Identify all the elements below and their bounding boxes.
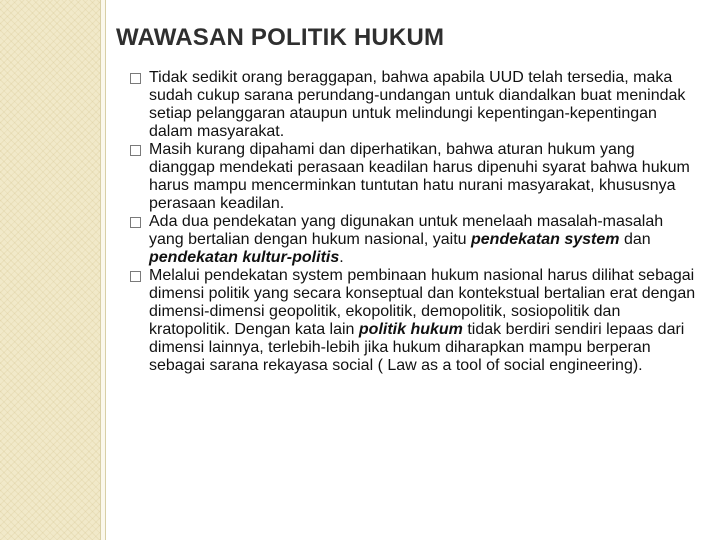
emphasis-text: pendekatan system: [471, 231, 620, 248]
decorative-side-rule: [100, 0, 106, 540]
bullet-box-icon: [130, 145, 141, 156]
emphasis-text: politik hukum: [358, 321, 463, 338]
bullet-text: tidak berdiri sendiri lepaas dari dimensi lainnya, terlebih-lebih jika hukum diharapkan mampu berperan sebagai sarana rekayasa social ( Law as a tool of social engineering).: [149, 321, 685, 374]
bullet-box-icon: [130, 73, 141, 84]
bullet-text: Melalui pendekatan system pembinaan hukum nasional harus dilihat sebagai dimensi politik yang secara konseptual dan kontekstual bertalian erat dengan dimensi-dimensi geopolitik, ekopolitik, demopolitik, sosiopolitik dan kratopolitik. Dengan kata lain: [149, 267, 696, 338]
bullet-box-icon: [130, 271, 141, 282]
bullet-text: Masih kurang dipahami dan diperhatikan, bahwa aturan hukum yang dianggap mendekati perasaan keadilan harus dipenuhi syarat bahwa hukum harus mampu mencerminkan tuntutan hatu nurani masyarakat, khususnya perasaan keadilan.: [149, 141, 690, 212]
bullet-text: .: [339, 249, 344, 266]
bullet-text: Ada dua pendekatan yang digunakan untuk menelaah masalah-masalah yang bertalian dengan hukum nasional, yaitu: [149, 213, 664, 248]
slide-title: WAWASAN POLITIK HUKUM: [116, 24, 445, 51]
bullet-item-2: [130, 141, 702, 213]
emphasis-text: pendekatan kultur-politis: [149, 249, 340, 266]
decorative-side-band: [0, 0, 100, 540]
bullet-text: dan: [619, 231, 651, 248]
bullet-list: [130, 69, 702, 375]
bullet-box-icon: [130, 217, 141, 228]
bullet-item-3: [130, 213, 702, 267]
bullet-text: Tidak sedikit orang beraggapan, bahwa apabila UUD telah tersedia, maka sudah cukup sarana perundang-undangan untuk diandalkan buat menindak setiap pelanggaran ataupun untuk melindungi kepentingan-kepentingan dalam masyarakat.: [149, 69, 686, 140]
bullet-item-4: [130, 267, 702, 375]
bullet-item-1: [130, 69, 702, 141]
